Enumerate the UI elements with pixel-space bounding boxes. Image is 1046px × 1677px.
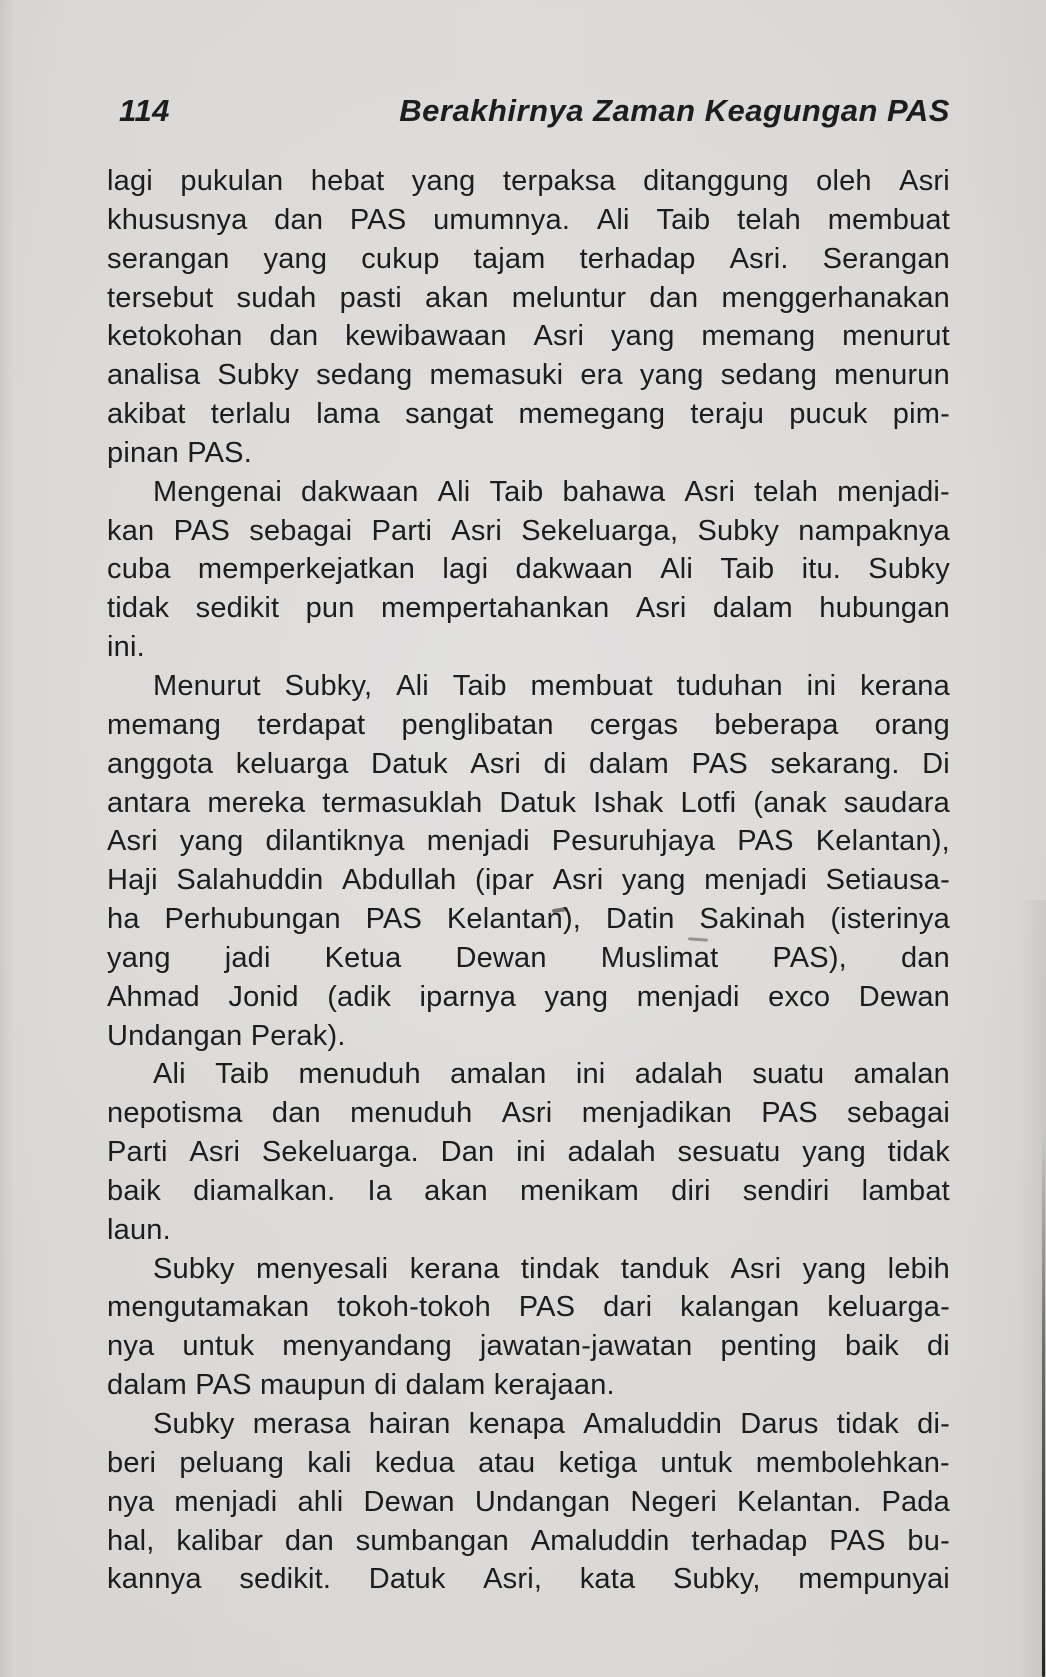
word: ketiga xyxy=(558,1446,638,1479)
word: Subky, xyxy=(672,1563,761,1596)
word: Asri xyxy=(684,475,736,508)
word: Darus xyxy=(740,1408,819,1440)
word: itu. xyxy=(801,553,842,586)
paragraph xyxy=(107,162,950,473)
word: memang xyxy=(701,320,816,353)
word: terlalu xyxy=(210,398,292,431)
word: PAS xyxy=(349,203,407,236)
word: Sekeluarga. xyxy=(261,1136,419,1169)
word: keluarga- xyxy=(827,1291,950,1324)
word: Dewan xyxy=(363,1485,455,1518)
word: yang xyxy=(544,980,609,1013)
word: menuduh xyxy=(298,1058,421,1091)
word: menjadi xyxy=(704,864,808,897)
word: kewibawaan xyxy=(345,320,507,353)
text-line xyxy=(107,512,950,551)
word: Sekeluarga, xyxy=(521,514,679,547)
paragraph xyxy=(107,667,950,1055)
word: Muslimat xyxy=(600,941,719,974)
word: antara xyxy=(107,786,191,819)
text-line xyxy=(107,550,950,589)
word: Amaluddin xyxy=(530,1524,670,1557)
word: saudara xyxy=(843,786,950,819)
word: baik xyxy=(107,1174,161,1207)
word: analisa xyxy=(107,359,201,392)
word: Dan xyxy=(440,1136,495,1169)
text-line xyxy=(107,1288,950,1327)
word: Subky xyxy=(153,1252,235,1285)
word: kerana xyxy=(860,669,950,702)
word: teraju xyxy=(690,398,765,431)
word: lebih xyxy=(887,1252,950,1285)
word: Taib xyxy=(489,475,544,508)
word: Taib xyxy=(656,203,711,236)
word: Datuk xyxy=(368,1563,446,1596)
word: Undangan xyxy=(474,1485,611,1518)
text-line xyxy=(107,978,950,1017)
word: yang xyxy=(610,320,675,353)
word: menikam xyxy=(519,1174,640,1207)
word: membolehkan- xyxy=(755,1446,950,1479)
word: ahli xyxy=(297,1485,344,1518)
word: tidak xyxy=(836,1408,899,1440)
word: ini xyxy=(516,1136,546,1169)
word: kenapa xyxy=(468,1408,566,1440)
text-line xyxy=(107,1560,950,1599)
word: yang xyxy=(802,1136,866,1169)
word: menjadi xyxy=(426,825,530,858)
text-line xyxy=(107,1327,950,1366)
word: iparnya xyxy=(419,980,517,1013)
page-header xyxy=(119,92,950,130)
word: memasuki xyxy=(429,359,564,392)
word: kan xyxy=(107,514,155,547)
word: ditanggung xyxy=(643,165,789,197)
word: terpaksa xyxy=(502,165,616,197)
word: Asri. xyxy=(729,242,789,275)
word: beri xyxy=(107,1446,157,1479)
text-line: Undangan Perak). xyxy=(107,1019,346,1052)
word: cukup xyxy=(361,242,440,275)
word: kerana xyxy=(409,1252,500,1285)
text-line: laun. xyxy=(107,1213,171,1246)
page-number: 114 xyxy=(119,93,170,128)
word: PAS xyxy=(691,747,748,780)
word: ini xyxy=(806,669,837,702)
word: dan xyxy=(649,281,699,314)
word: memang xyxy=(107,708,222,741)
word: Asri xyxy=(552,864,604,897)
word: pasti xyxy=(339,281,402,314)
word: khususnya xyxy=(107,203,248,236)
text-line xyxy=(107,745,950,784)
word: dalam xyxy=(712,592,793,625)
word: ini xyxy=(575,1058,606,1091)
word: terdapat xyxy=(257,708,366,741)
word: Salahuddin xyxy=(176,864,324,897)
word: Taib xyxy=(720,553,775,586)
word: yang xyxy=(107,941,171,974)
word: lambat xyxy=(861,1174,950,1207)
word: menyesali xyxy=(255,1252,389,1285)
word: pukulan xyxy=(180,165,284,197)
word: menjadi- xyxy=(837,475,950,508)
word: Menurut xyxy=(153,669,261,702)
word: PAS xyxy=(829,1524,886,1557)
word: orang xyxy=(874,708,950,741)
word: akan xyxy=(424,1174,488,1207)
word: dari xyxy=(603,1291,653,1324)
page-body xyxy=(107,162,950,1599)
word: peluang xyxy=(179,1446,285,1479)
word: (ipar xyxy=(475,864,535,897)
word: mempunyai xyxy=(798,1563,950,1596)
word: menggerhanakan xyxy=(721,281,950,314)
word: kali xyxy=(307,1446,352,1479)
word: adalah xyxy=(634,1058,724,1091)
word: bu- xyxy=(907,1524,950,1557)
word: dilantiknya xyxy=(265,825,405,858)
word: diamalkan. xyxy=(193,1174,336,1207)
word: termasuklah xyxy=(322,786,483,819)
word: Ishak xyxy=(593,786,664,819)
word: terhadap xyxy=(579,242,696,275)
word: amalan xyxy=(853,1058,950,1091)
text-line xyxy=(107,1444,950,1483)
word: atau xyxy=(478,1446,536,1479)
paragraph xyxy=(107,1250,950,1405)
word: Asri xyxy=(899,165,950,197)
word: di- xyxy=(917,1408,950,1440)
word: kedua xyxy=(374,1446,455,1479)
word: sedang xyxy=(720,359,818,392)
word: baik xyxy=(844,1330,899,1363)
word: tanduk xyxy=(620,1252,710,1285)
word: hal, xyxy=(107,1524,155,1557)
word: akibat xyxy=(107,398,186,431)
word: Datuk xyxy=(371,747,448,780)
word: PAS), xyxy=(772,941,847,974)
word: ha xyxy=(107,903,140,936)
word: Haji xyxy=(107,864,158,897)
word: dalam xyxy=(589,747,669,780)
word: dan xyxy=(274,203,324,236)
word: kannya xyxy=(107,1563,202,1596)
text-line xyxy=(107,784,950,823)
word: Kelantan), xyxy=(446,903,582,936)
word: sudah xyxy=(236,281,317,314)
word: bahawa xyxy=(562,475,666,508)
word: Lotfi xyxy=(680,786,737,819)
word: Subky xyxy=(217,359,299,392)
text-line xyxy=(107,667,950,706)
word: sedikit xyxy=(195,592,280,625)
text-line xyxy=(107,1055,950,1094)
text-line xyxy=(107,1094,950,1133)
word: kalangan xyxy=(680,1291,800,1324)
text-line xyxy=(107,861,950,900)
word: dakwaan xyxy=(301,475,419,508)
word: Subky xyxy=(153,1408,235,1440)
word: untuk xyxy=(182,1330,255,1363)
word: lama xyxy=(316,398,380,431)
word: Di xyxy=(922,747,950,780)
word: yang xyxy=(621,864,686,897)
word: untuk xyxy=(660,1446,733,1479)
word: yang xyxy=(639,359,704,392)
word: membuat xyxy=(827,203,950,236)
word: kalibar xyxy=(176,1524,264,1557)
word: kata xyxy=(579,1563,636,1596)
word: Asri xyxy=(451,514,503,547)
word: umumnya. xyxy=(433,203,571,236)
word: Abdullah xyxy=(342,864,457,897)
word: menurut xyxy=(842,320,950,353)
text-line xyxy=(107,162,950,201)
text-line: ini. xyxy=(107,631,145,664)
page-content xyxy=(107,92,950,1599)
word: keluarga xyxy=(235,747,349,780)
word: tajam xyxy=(473,242,546,275)
word: mereka xyxy=(207,786,306,819)
word: Asri xyxy=(107,825,158,858)
word: yang xyxy=(802,1252,867,1285)
word: merasa xyxy=(252,1408,351,1440)
word: Sakinah xyxy=(699,903,806,936)
word: (adik xyxy=(327,980,392,1013)
word: mengutamakan xyxy=(107,1291,310,1324)
word: Subky xyxy=(868,553,950,586)
word: oleh xyxy=(816,165,872,197)
word: sebagai xyxy=(249,514,353,547)
word: sedikit. xyxy=(239,1563,332,1596)
word: (isterinya xyxy=(830,903,950,936)
word: Subky, xyxy=(284,669,373,702)
text-line xyxy=(107,317,950,356)
text-line xyxy=(107,1405,950,1444)
word: PAS xyxy=(761,1097,818,1130)
word: Jonid xyxy=(228,980,299,1013)
word: pun xyxy=(305,592,355,625)
paragraph xyxy=(107,1055,950,1249)
word: yang xyxy=(411,165,476,197)
word: di xyxy=(543,747,567,780)
word: nampaknya xyxy=(798,514,950,547)
word: sedang xyxy=(316,359,413,392)
text-line xyxy=(107,356,950,395)
word: Asri xyxy=(189,1136,241,1169)
word: suatu xyxy=(752,1058,825,1091)
word: menurun xyxy=(834,359,950,392)
word: Asri, xyxy=(483,1563,543,1596)
word: tersebut xyxy=(107,281,214,314)
word: Pesuruhjaya xyxy=(551,825,716,858)
word: Ali xyxy=(437,475,471,508)
word: Parti xyxy=(107,1136,168,1169)
word: Ali xyxy=(660,553,694,586)
word: penting xyxy=(720,1330,817,1363)
word: Perhubungan xyxy=(164,903,341,936)
word: lagi xyxy=(442,553,489,586)
word: beberapa xyxy=(714,708,839,741)
paragraph xyxy=(107,1405,950,1599)
word: Ali xyxy=(396,669,429,702)
word: nepotisma xyxy=(107,1097,243,1130)
word: Dewan xyxy=(455,941,547,974)
word: PAS xyxy=(365,903,423,936)
text-line xyxy=(107,395,950,434)
word: Ketua xyxy=(324,941,402,974)
word: penglibatan xyxy=(401,708,554,741)
word: dan xyxy=(284,1524,334,1557)
word: PAS xyxy=(173,514,231,547)
word: mempertahankan xyxy=(380,592,610,625)
word: era xyxy=(580,359,623,392)
word: memperkejatkan xyxy=(197,553,416,586)
word: exco xyxy=(768,980,831,1013)
word: Pada xyxy=(881,1485,950,1518)
word: di xyxy=(926,1330,950,1363)
text-line: dalam PAS maupun di dalam kerajaan. xyxy=(107,1369,615,1402)
text-line xyxy=(107,240,950,279)
text-line xyxy=(107,706,950,745)
word: Kelantan. xyxy=(737,1485,862,1518)
word: dakwaan xyxy=(515,553,634,586)
text-line xyxy=(107,1172,950,1211)
word: nya xyxy=(107,1485,155,1518)
word: dan xyxy=(269,320,319,353)
word: diri xyxy=(671,1174,711,1207)
running-title: Berakhirnya Zaman Keagungan PAS xyxy=(399,93,950,128)
word: menuduh xyxy=(350,1097,473,1130)
word: yang xyxy=(263,242,328,275)
word: Subky xyxy=(697,514,780,547)
word: Ahmad xyxy=(107,980,200,1013)
word: memegang xyxy=(518,398,666,431)
word: dan xyxy=(271,1097,321,1130)
word: sebagai xyxy=(847,1097,950,1130)
word: Asri xyxy=(501,1097,553,1130)
word: menjadikan xyxy=(581,1097,733,1130)
word: pim- xyxy=(892,398,950,431)
word: telah xyxy=(737,203,801,236)
word: Taib xyxy=(215,1058,270,1091)
word: tokoh-tokoh xyxy=(337,1291,491,1324)
text-line xyxy=(107,1483,950,1522)
word: adalah xyxy=(567,1136,656,1169)
word: Asri xyxy=(470,747,522,780)
word: sumbangan xyxy=(355,1524,510,1557)
word: Ia xyxy=(367,1174,393,1207)
word: sendiri xyxy=(742,1174,830,1207)
word: (anak xyxy=(753,786,827,819)
text-line xyxy=(107,1133,950,1172)
text-line xyxy=(107,939,950,978)
word: Datuk xyxy=(499,786,577,819)
word: Asri xyxy=(635,592,687,625)
word: sesuatu xyxy=(677,1136,781,1169)
word: Ali xyxy=(596,203,630,236)
word: hebat xyxy=(310,165,385,197)
word: cuba xyxy=(107,553,171,586)
word: terhadap xyxy=(691,1524,808,1557)
word: dan xyxy=(900,941,950,974)
word: serangan xyxy=(107,242,230,275)
word: tuduhan xyxy=(676,669,783,702)
word: lagi xyxy=(107,165,153,197)
word: membuat xyxy=(530,669,653,702)
word: menyandang xyxy=(282,1330,452,1363)
word: PAS xyxy=(737,825,794,858)
paragraph xyxy=(107,473,950,667)
word: pucuk xyxy=(789,398,868,431)
word: jawatan-jawatan xyxy=(479,1330,693,1363)
text-line xyxy=(107,279,950,318)
word: anggota xyxy=(107,747,214,780)
word: Negeri xyxy=(630,1485,717,1518)
word: hairan xyxy=(368,1408,451,1440)
word: cergas xyxy=(589,708,679,741)
word: amalan xyxy=(450,1058,547,1091)
word: Parti xyxy=(371,514,433,547)
word: tindak xyxy=(520,1252,600,1285)
text-line: pinan PAS. xyxy=(107,436,252,469)
word: menjadi xyxy=(174,1485,278,1518)
word: PAS xyxy=(518,1291,576,1324)
text-line xyxy=(107,473,950,512)
word: Ali xyxy=(153,1058,186,1091)
word: Amaluddin xyxy=(583,1408,723,1440)
word: akan xyxy=(425,281,489,314)
word: hubungan xyxy=(819,592,950,625)
word: yang xyxy=(179,825,244,858)
word: sekarang. xyxy=(770,747,900,780)
word: tidak xyxy=(107,592,170,625)
word: Mengenai xyxy=(153,475,282,508)
word: Kelantan), xyxy=(815,825,950,858)
word: tidak xyxy=(887,1136,950,1169)
word: Taib xyxy=(452,669,507,702)
text-line xyxy=(107,201,950,240)
word: nya xyxy=(107,1330,155,1363)
word: menjadi xyxy=(636,980,740,1013)
word: ketokohan xyxy=(107,320,243,353)
word: telah xyxy=(754,475,819,508)
word: Asri xyxy=(730,1252,782,1285)
word: sangat xyxy=(405,398,494,431)
word: Serangan xyxy=(822,242,950,275)
word: Datin xyxy=(605,903,675,936)
text-line xyxy=(107,822,950,861)
word: Dewan xyxy=(858,980,950,1013)
text-line xyxy=(107,900,950,939)
text-line xyxy=(107,589,950,628)
word: Setiausa- xyxy=(825,864,950,897)
word: meluntur xyxy=(511,281,627,314)
text-line xyxy=(107,1522,950,1561)
word: jadi xyxy=(224,941,271,974)
scan-edge-line xyxy=(1042,1130,1045,1677)
text-line xyxy=(107,1250,950,1289)
word: Asri xyxy=(533,320,585,353)
